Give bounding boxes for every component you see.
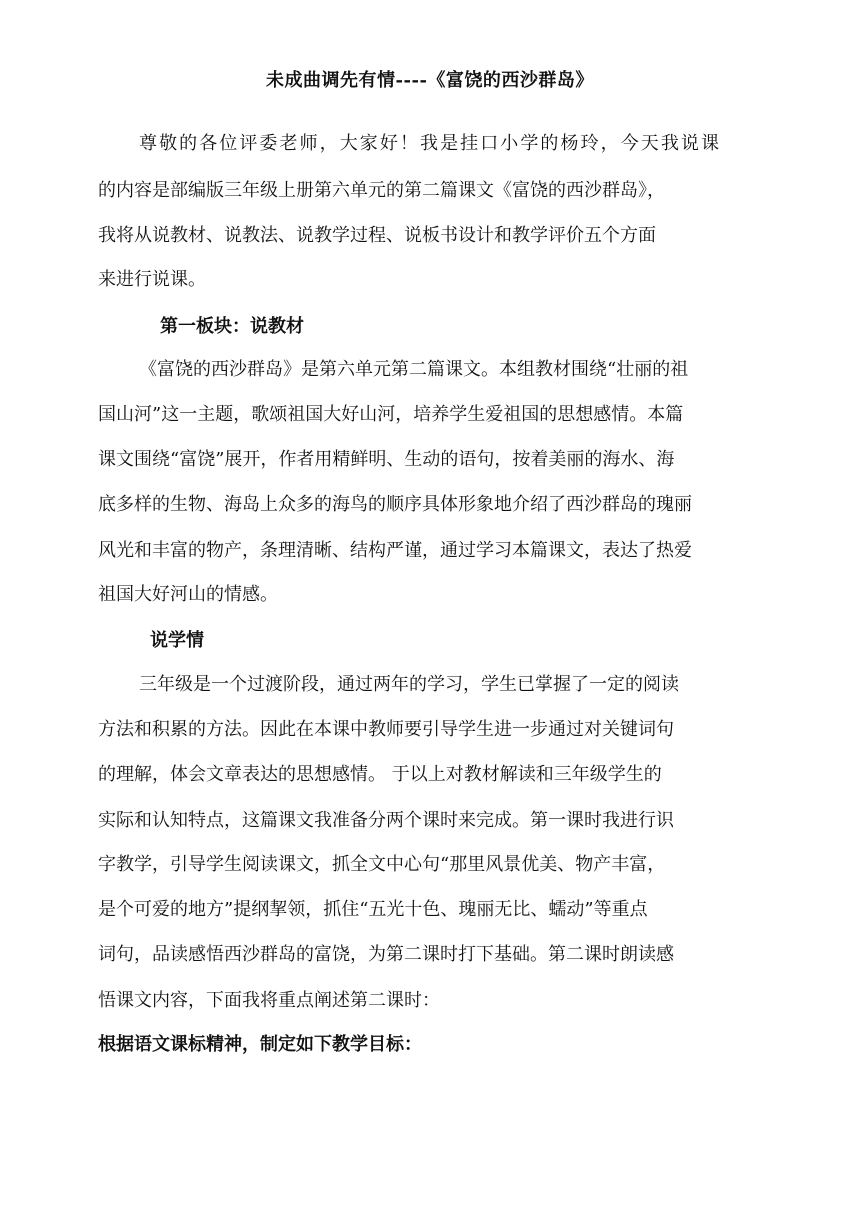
students-line-2: 方法和积累的方法。因此在本课中教师要引导学生进一步通过对关键词句 [98,719,674,740]
students-line-3: 的理解，体会文章表达的思想感情。 于以上对教材解读和三年级学生的 [98,764,662,785]
materials-line-6: 祖国大好河山的情感。 [98,584,278,605]
intro-line-3: 我将从说教材、说教法、说教学过程、说板书设计和教学评价五个方面 [98,225,656,246]
students-line-7: 词句，品读感悟西沙群岛的富饶，为第二课时打下基础。第二课时朗读感 [98,944,674,965]
section-heading-students: 说学情 [150,630,204,651]
section-heading-materials: 第一板块：说教材 [160,316,304,337]
materials-line-4: 底多样的生物、海岛上众多的海鸟的顺序具体形象地介绍了西沙群岛的瑰丽 [98,494,692,515]
teaching-goals-heading: 根据语文课标精神，制定如下教学目标： [98,1034,422,1055]
students-line-4: 实际和认知特点，这篇课文我准备分两个课时来完成。第一课时我进行识 [98,810,674,831]
materials-line-2: 国山河”这一主题，歌颂祖国大好山河，培养学生爱祖国的思想感情。本篇 [98,404,684,425]
materials-line-1: 《富饶的西沙群岛》是第六单元第二篇课文。本组教材围绕“壮丽的祖 [139,359,689,380]
document-title: 未成曲调先有情----《富饶的西沙群岛》 [266,70,594,91]
students-line-1: 三年级是一个过渡阶段，通过两年的学习，学生已掌握了一定的阅读 [139,674,679,695]
students-line-8: 悟课文内容，下面我将重点阐述第二课时： [98,990,440,1011]
intro-line-1: 尊敬的各位评委老师，大家好！我是挂口小学的杨玲，今天我说课 [139,133,719,154]
materials-line-3: 课文围绕“富饶”展开，作者用精鲜明、生动的语句，按着美丽的海水、海 [98,449,675,470]
intro-line-4: 来进行说课。 [98,269,206,290]
materials-line-5: 风光和丰富的物产，条理清晰、结构严谨，通过学习本篇课文，表达了热爱 [98,540,692,561]
students-line-6: 是个可爱的地方”提纲挈领，抓住“五光十色、瑰丽无比、蠕动”等重点 [98,899,648,920]
students-line-5: 字教学，引导学生阅读课文，抓全文中心句“那里风景优美、物产丰富， [98,854,666,875]
intro-line-2: 的内容是部编版三年级上册第六单元的第二篇课文《富饶的西沙群岛》， [98,180,665,201]
